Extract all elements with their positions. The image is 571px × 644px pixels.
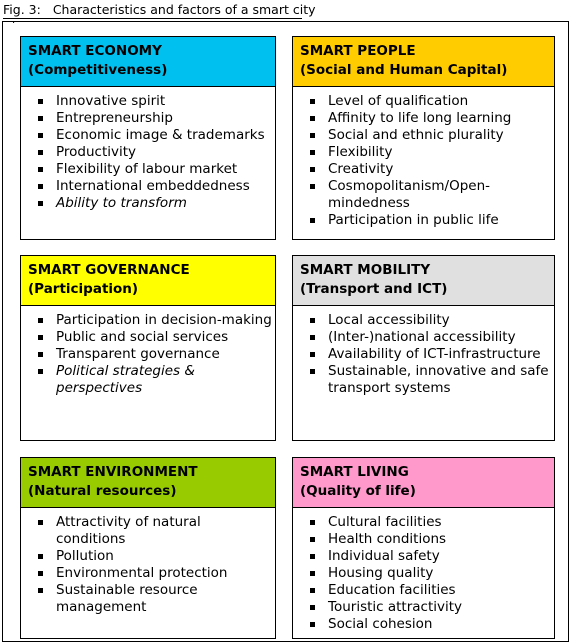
- smart-people-box: [292, 36, 555, 240]
- list-item-continuation: management: [56, 599, 147, 615]
- smart-mobility-box: [292, 255, 555, 441]
- list-item: Local accessibility: [307, 312, 554, 329]
- smart-living-box: [292, 457, 555, 639]
- list-item: Attractivity of natural: [35, 514, 275, 531]
- list-item: Health conditions: [307, 531, 554, 548]
- smart-people-list: [293, 87, 554, 229]
- list-item: Political strategies &: [35, 363, 275, 380]
- smart-mobility-list: [293, 306, 554, 397]
- list-item: Cultural facilities: [307, 514, 554, 531]
- smart-living-header: [293, 458, 554, 508]
- stray-dot: .: [12, 15, 16, 26]
- smart-economy-header: [21, 37, 275, 87]
- smart-mobility-header: [293, 256, 554, 306]
- smart-economy-list: [21, 87, 275, 212]
- list-item: Sustainable, innovative and safe: [307, 363, 554, 380]
- smart-people-header: [293, 37, 554, 87]
- list-item: Participation in public life: [307, 212, 554, 229]
- list-item-continuation: perspectives: [56, 380, 143, 396]
- list-item: International embeddedness: [35, 178, 275, 195]
- smart-governance-header: [21, 256, 275, 306]
- smart-mobility-subtitle: (Transport and ICT): [300, 281, 448, 297]
- list-item: Flexibility: [307, 144, 554, 161]
- smart-living-subtitle: (Quality of life): [300, 483, 416, 499]
- smart-environment-list: [21, 508, 275, 616]
- figure-caption: [3, 2, 316, 19]
- list-item: Individual safety: [307, 548, 554, 565]
- list-item: Economic image & trademarks: [35, 127, 275, 144]
- smart-living-list: [293, 508, 554, 633]
- list-item: Housing quality: [307, 565, 554, 582]
- figure-label: Fig. 3:: [3, 2, 41, 17]
- smart-governance-box: [20, 255, 276, 441]
- list-item: Sustainable resource: [35, 582, 275, 599]
- list-item: Productivity: [35, 144, 275, 161]
- list-item: Entrepreneurship: [35, 110, 275, 127]
- smart-mobility-title: SMART MOBILITY: [300, 262, 431, 278]
- smart-people-title: SMART PEOPLE: [300, 43, 416, 59]
- list-item: Affinity to life long learning: [307, 110, 554, 127]
- list-item: Flexibility of labour market: [35, 161, 275, 178]
- list-item: Level of qualification: [307, 93, 554, 110]
- smart-economy-title: SMART ECONOMY: [28, 43, 162, 59]
- list-item: Creativity: [307, 161, 554, 178]
- smart-environment-subtitle: (Natural resources): [28, 483, 177, 499]
- smart-people-subtitle: (Social and Human Capital): [300, 62, 508, 78]
- list-item: Availability of ICT-infrastructure: [307, 346, 554, 363]
- list-item: Ability to transform: [35, 195, 275, 212]
- list-item-continuation: conditions: [56, 531, 126, 547]
- smart-environment-title: SMART ENVIRONMENT: [28, 464, 198, 480]
- smart-governance-subtitle: (Participation): [28, 281, 139, 297]
- list-item: Touristic attractivity: [307, 599, 554, 616]
- list-item: Social and ethnic plurality: [307, 127, 554, 144]
- list-item: Innovative spirit: [35, 93, 275, 110]
- list-item: Pollution: [35, 548, 275, 565]
- list-item: Environmental protection: [35, 565, 275, 582]
- smart-economy-box: [20, 36, 276, 240]
- smart-economy-subtitle: (Competitiveness): [28, 62, 168, 78]
- smart-environment-header: [21, 458, 275, 508]
- list-item: Social cohesion: [307, 616, 554, 633]
- smart-living-title: SMART LIVING: [300, 464, 409, 480]
- smart-governance-list: [21, 306, 275, 397]
- list-item: Transparent governance: [35, 346, 275, 363]
- smart-governance-title: SMART GOVERNANCE: [28, 262, 190, 278]
- smart-environment-box: [20, 457, 276, 639]
- figure-title: Characteristics and factors of a smart city: [52, 2, 316, 17]
- list-item-continuation: mindedness: [328, 195, 410, 211]
- list-item: Public and social services: [35, 329, 275, 346]
- list-item-continuation: transport systems: [328, 380, 451, 396]
- list-item: (Inter-)national accessibility: [307, 329, 554, 346]
- list-item: Cosmopolitanism/Open-: [307, 178, 554, 195]
- list-item: Participation in decision-making: [35, 312, 275, 329]
- list-item: Education facilities: [307, 582, 554, 599]
